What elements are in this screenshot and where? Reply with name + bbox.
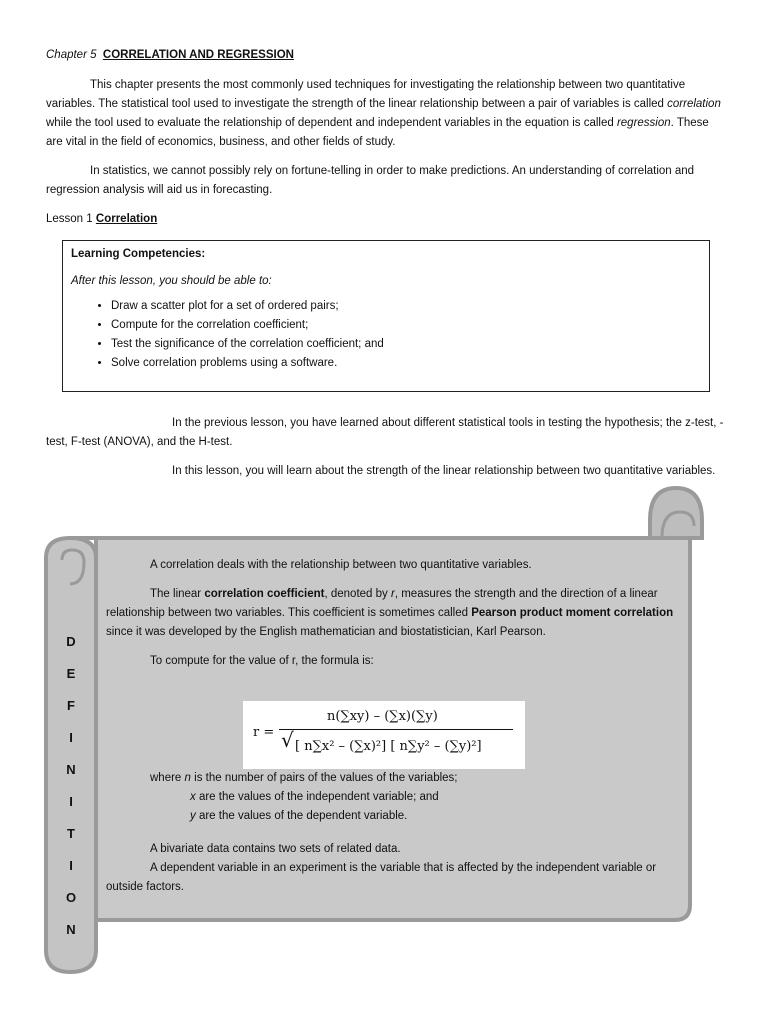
definition-letter: N [66, 762, 76, 777]
chapter-label: Chapter 5 [46, 49, 97, 61]
bivariate-definition: A bivariate data contains two sets of related data. [150, 843, 401, 855]
pearson-formula [243, 701, 525, 769]
definition-letter: E [66, 666, 76, 681]
intro-paragraph-2: In statistics, we cannot possibly rely on fortune-telling in order to make predictions. An understanding of correlation and regression analysis will aid us in forecasting. [46, 165, 695, 196]
list-item: • Draw a scatter plot for a set of ordered pairs; [111, 297, 701, 316]
definition-letter: D [66, 634, 76, 649]
formula-intro: To compute for the value of r, the formula is: [150, 655, 374, 667]
intro-paragraph-1: This chapter presents the most commonly used techniques for investigating the relationship between two quantitative variables. The statistical tool used to investigate the strength of the linear relationship between a pair of variables is called correlation while the tool used to evaluate the relationship of dependent and independent variables in the equation is called regression. These are vital in the field of economics, business, and other fields of study. [46, 79, 721, 148]
lesson-title: Correlation [95, 213, 158, 225]
correlation-definition: A correlation deals with the relationship between two quantitative variables. [150, 559, 532, 571]
list-item: • Solve correlation problems using a software. [111, 354, 701, 373]
definition-letter: T [67, 826, 75, 841]
learning-competencies-box [62, 240, 710, 392]
lesson-label: Lesson 1 [46, 213, 93, 225]
definition-letter: F [67, 698, 75, 713]
where-x-line: x are the values of the independent variable; and [190, 791, 439, 803]
definition-vertical-label [54, 626, 88, 946]
list-item: • Test the significance of the correlation coefficient; and [111, 335, 701, 354]
competencies-list [71, 297, 701, 373]
definition-letter: I [69, 730, 73, 745]
where-n-line: where n is the number of pairs of the values of the variables; [150, 772, 458, 784]
chapter-title: CORRELATION AND REGRESSION [102, 49, 294, 61]
list-item: • Compute for the correlation coefficient; [111, 316, 701, 335]
where-y-line: y are the values of the dependent variable. [190, 810, 408, 822]
chapter-heading [46, 46, 294, 65]
lesson-heading [46, 210, 157, 229]
formula-lhs: r = [253, 725, 275, 740]
formula-numerator: n(∑xy) – (∑x)(∑y) [327, 709, 438, 724]
this-lesson-paragraph: In this lesson, you will learn about the strength of the linear relationship between two quantitative variables. [172, 465, 716, 477]
previous-lesson-paragraph: In the previous lesson, you have learned about different statistical tools in testing the hypothesis; the z-test, -test, F-test (ANOVA), and the H-test. [46, 417, 724, 448]
fraction-bar [279, 729, 513, 730]
competencies-heading: Learning Competencies: [71, 248, 206, 260]
definition-letter: O [65, 890, 77, 905]
formula-denominator: [ n∑x² – (∑x)²] [ n∑y² – (∑y)²] [295, 739, 482, 754]
definition-letter: I [69, 794, 73, 809]
dependent-variable-definition: A dependent variable in an experiment is the variable that is affected by the independent variable or outside factors. [106, 862, 657, 893]
competencies-subheading: After this lesson, you should be able to: [71, 275, 272, 287]
coefficient-definition: The linear correlation coefficient, denoted by r, measures the strength and the direction of a linear relationship between two variables. This coefficient is sometimes called Pearson product moment correlation since it was developed by the English mathematician and biostatistician, Karl Pearson. [106, 588, 674, 638]
definition-letter: I [69, 858, 73, 873]
definition-letter: N [66, 922, 76, 937]
square-root-sign: √ [281, 728, 294, 752]
